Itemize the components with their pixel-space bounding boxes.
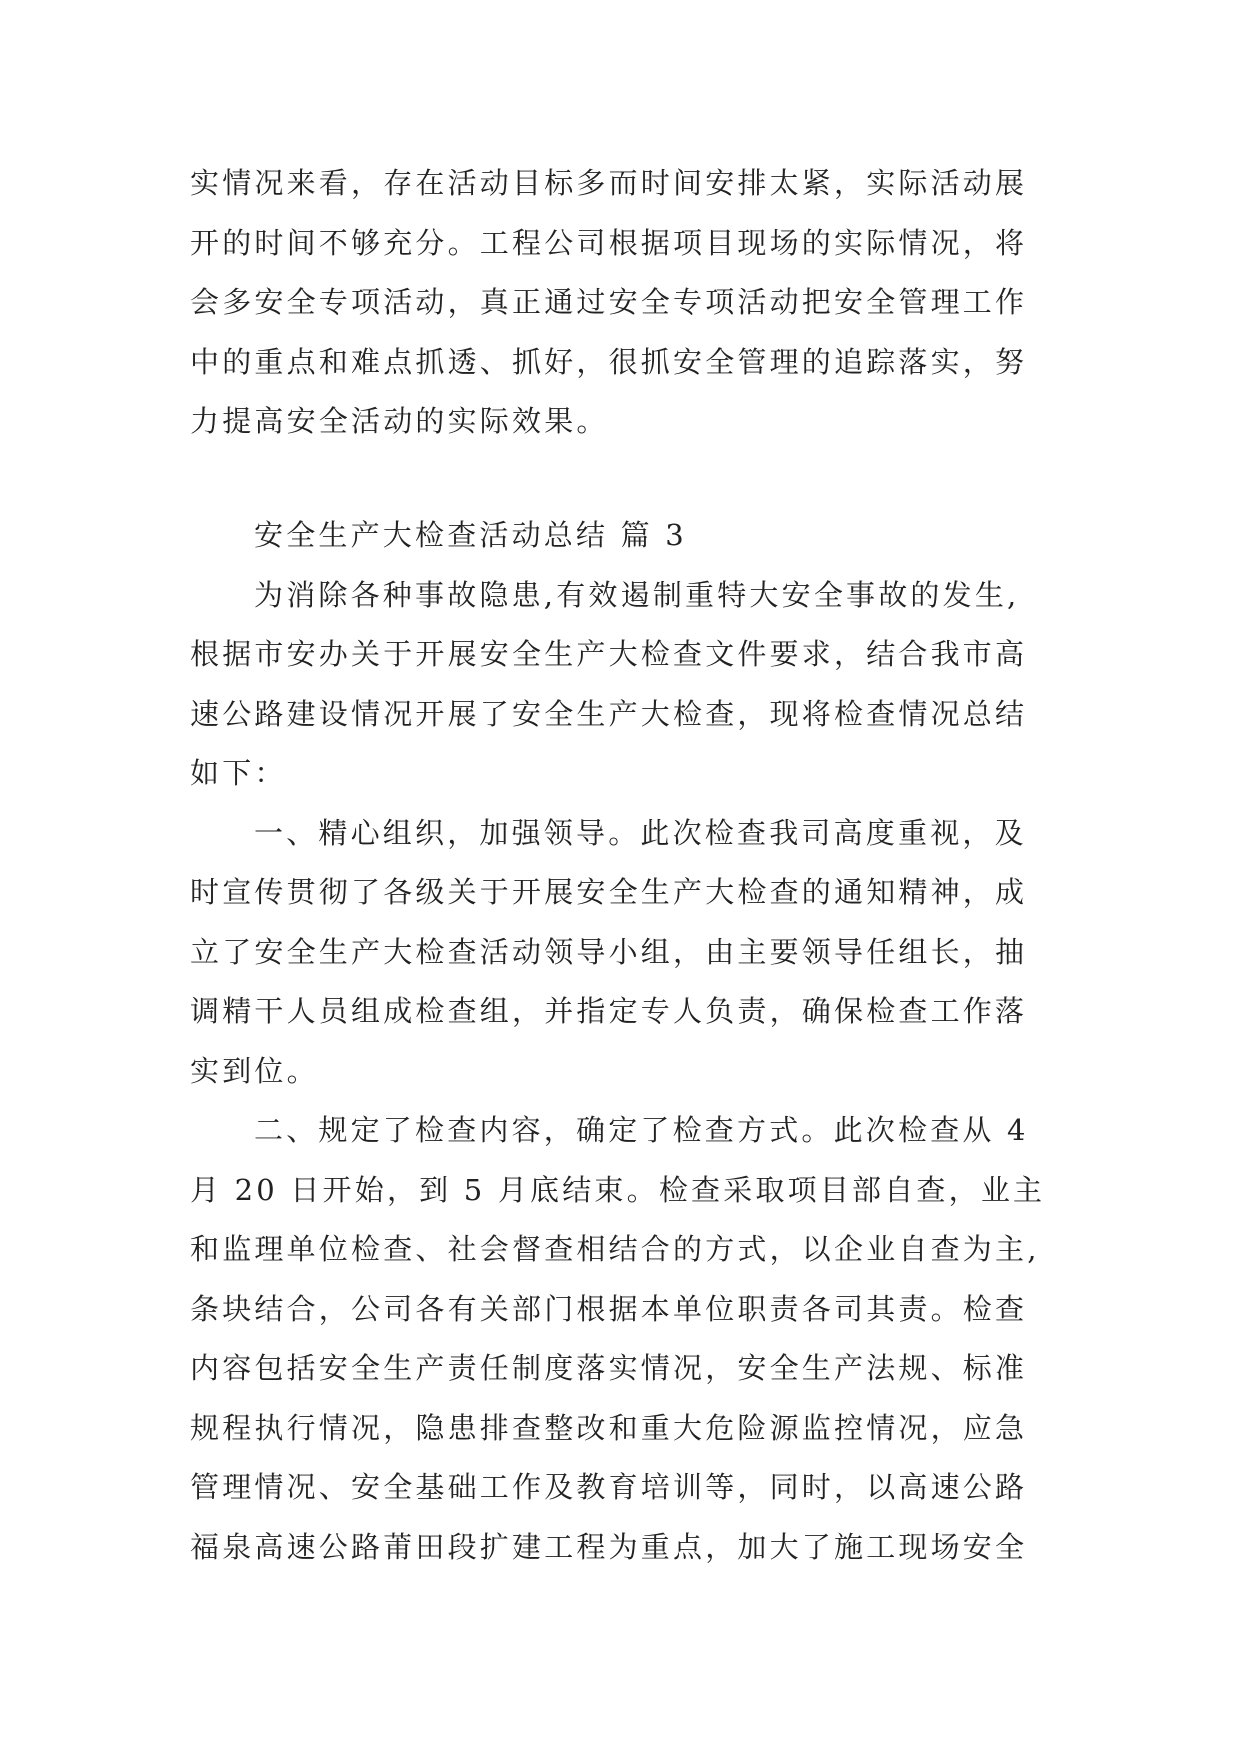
- text-line: 调精干人员组成检查组，并指定专人负责，确保检查工作落: [190, 994, 1028, 1028]
- text-line: 福泉高速公路莆田段扩建工程为重点，加大了施工现场安全: [190, 1529, 1028, 1564]
- text-line: 内容包括安全生产责任制度落实情况，安全生产法规、标准: [190, 1351, 1028, 1385]
- text-line: 会多安全专项活动，真正通过安全专项活动把安全管理工作: [190, 285, 1028, 319]
- text-line: 实到位。: [190, 1053, 319, 1088]
- text-line: 立了安全生产大检查活动领导小组，由主要领导任组长，抽: [190, 934, 1028, 969]
- text-line: 如下：: [190, 756, 287, 790]
- text-line: 条块结合，公司各有关部门根据本单位职责各司其责。检查: [190, 1291, 1028, 1326]
- text-line: 月 20 日开始，到 5 月底结束。检查采取项目部自查，业主: [190, 1172, 1046, 1207]
- text-line: 时宣传贯彻了各级关于开展安全生产大检查的通知精神，成: [190, 875, 1028, 909]
- text-line: 管理情况、安全基础工作及教育培训等，同时，以高速公路: [190, 1470, 1028, 1504]
- text-line: 规程执行情况，隐患排查整改和重大危险源监控情况，应急: [190, 1410, 1028, 1445]
- text-line: 一、精心组织，加强领导。此次检查我司高度重视，及: [254, 815, 1027, 850]
- section-heading: 安全生产大检查活动总结 篇 3: [254, 518, 687, 552]
- text-line: 力提高安全活动的实际效果。: [190, 404, 609, 438]
- continuation-paragraph: [190, 154, 1060, 452]
- text-line: 开的时间不够充分。工程公司根据项目现场的实际情况，将: [190, 225, 1028, 260]
- text-line: 为消除各种事故隐患,有效遏制重特大安全事故的发生,: [254, 577, 1020, 612]
- section-body: [190, 506, 1060, 1577]
- text-line: 二、规定了检查内容，确定了检查方式。此次检查从 4: [254, 1113, 1029, 1147]
- text-line: 实情况来看，存在活动目标多而时间安排太紧，实际活动展: [190, 166, 1028, 200]
- text-line: 速公路建设情况开展了安全生产大检查，现将检查情况总结: [190, 696, 1028, 731]
- text-line: 中的重点和难点抓透、抓好，很抓安全管理的追踪落实，努: [190, 344, 1028, 379]
- text-line: 根据市安办关于开展安全生产大检查文件要求，结合我市高: [190, 637, 1028, 671]
- text-line: 和监理单位检查、社会督查相结合的方式，以企业自查为主,: [190, 1232, 1040, 1266]
